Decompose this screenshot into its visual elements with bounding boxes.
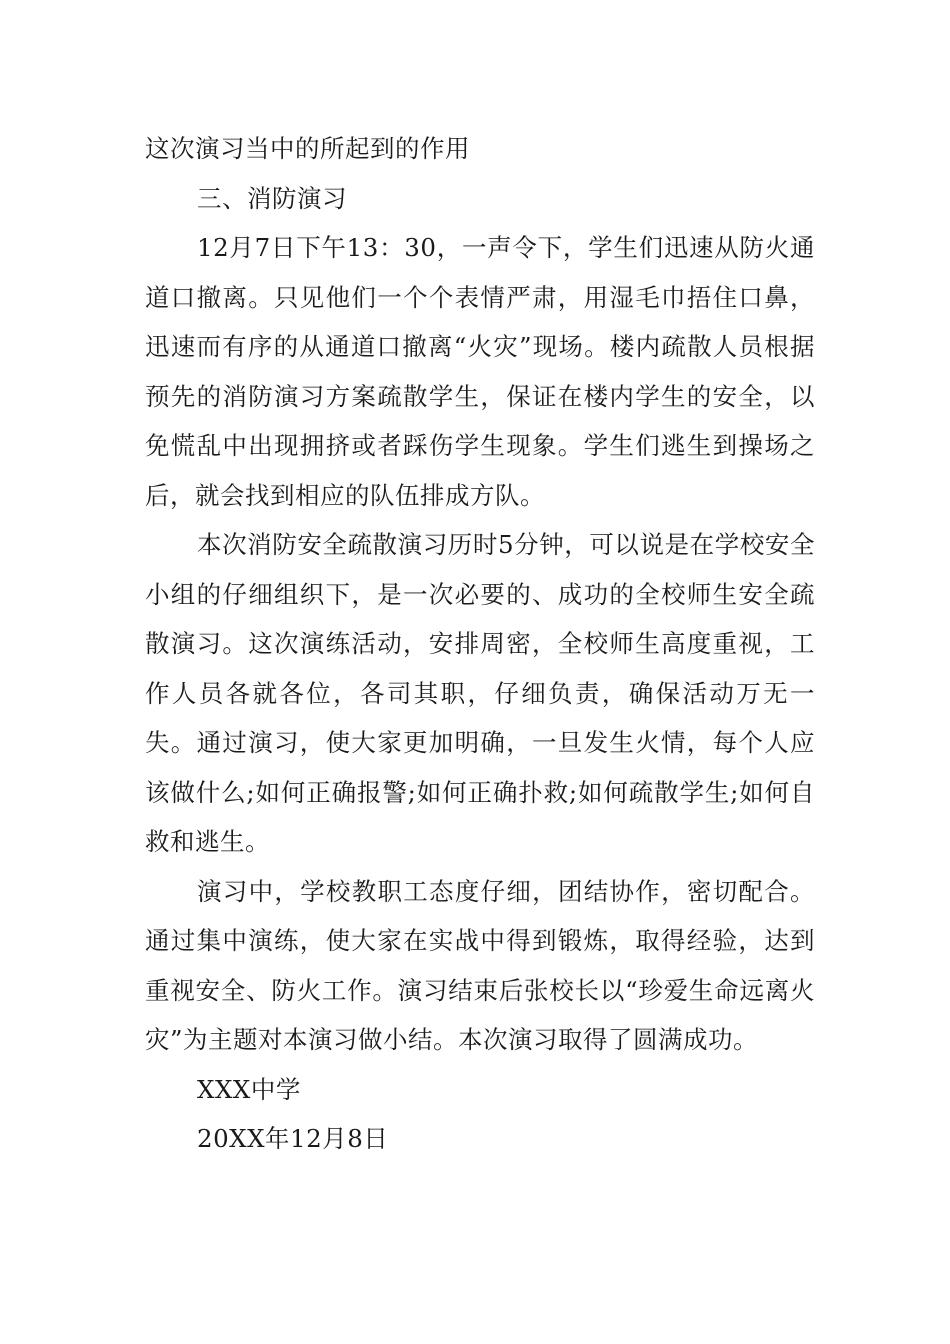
paragraph-drill-summary: 本次消防安全疏散演习历时5分钟，可以说是在学校安全小组的仔细组织下，是一次必要的、成功的全校师生安全疏散演习。这次演练活动，安排周密，全校师生高度重视，工作人员各就各位，各司其职，仔细负责，确保活动万无一失。通过演习，使大家更加明确，一旦发生火情，每个人应该做什么;如何正确报警;如何正确扑救;如何疏散学生;如何自救和逃生。 [145, 530, 815, 856]
signature-date: 20XX年12月8日 [197, 1124, 389, 1153]
section-heading: 三、消防演习 [197, 183, 347, 213]
document-body [145, 124, 815, 1164]
paragraph-drill-process: 12月7日下午13：30，一声令下，学生们迅速从防火通道口撤离。只见他们一个个表情严肃，用湿毛巾捂住口鼻，迅速而有序的从通道口撤离“火灾”现场。楼内疏散人员根据预先的消防演习方案疏散学生，保证在楼内学生的安全，以免慌乱中出现拥挤或者踩伤学生现象。学生们逃生到操场之后，就会找到相应的队伍排成方队。 [145, 233, 815, 510]
paragraph-staff-cooperation: 演习中，学校教职工态度仔细，团结协作，密切配合。通过集中演练，使大家在实战中得到锻炼，取得经验，达到重视安全、防火工作。演习结束后张校长以“珍爱生命远离火灾”为主题对本演习做小结。本次演习取得了圆满成功。 [145, 876, 815, 1054]
paragraph-continuation: 这次演习当中的所起到的作用 [145, 134, 470, 163]
signature-school: XXX中学 [197, 1074, 301, 1104]
